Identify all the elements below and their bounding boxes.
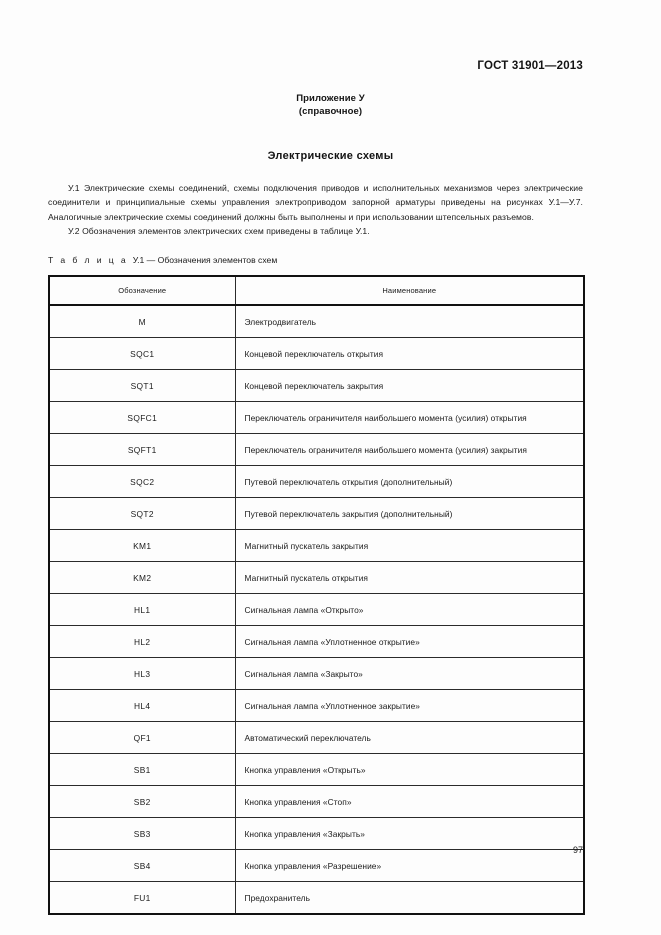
running-head-standard-number: ГОСТ 31901—2013 (477, 60, 583, 72)
table-row (49, 305, 584, 338)
table-row (49, 338, 584, 370)
table-row (49, 850, 584, 882)
cell-code: HL1 (49, 594, 235, 626)
body-text-block (48, 181, 583, 238)
cell-name: Кнопка управления «Стоп» (235, 786, 584, 818)
cell-code: SQT2 (49, 498, 235, 530)
paragraph-u1: У.1 Электрические схемы соединений, схемы подключения приводов и исполнительных механизмов через электрические соединители и принципиальные схемы управления электроприводом запорной арматуры приведены на рисунках У.1—У.7. Аналогичные электрические схемы соединений должны быть выполнены и при использовании штепсельных разъемов. (48, 183, 583, 222)
table-row (49, 402, 584, 434)
cell-name: Предохранитель (235, 882, 584, 915)
cell-code: SQC2 (49, 466, 235, 498)
cell-code: HL3 (49, 658, 235, 690)
table-row (49, 882, 584, 915)
designations-table (48, 275, 585, 915)
cell-code: KM2 (49, 562, 235, 594)
cell-code: QF1 (49, 722, 235, 754)
column-header-name: Наименование (235, 276, 584, 305)
cell-code: M (49, 305, 235, 338)
cell-name: Сигнальная лампа «Открыто» (235, 594, 584, 626)
cell-code: SQC1 (49, 338, 235, 370)
paragraph-u2: У.2 Обозначения элементов электрических схем приведены в таблице У.1. (68, 225, 370, 236)
table-row (49, 370, 584, 402)
table-row (49, 754, 584, 786)
cell-code: SB3 (49, 818, 235, 850)
cell-name: Кнопка управления «Закрыть» (235, 818, 584, 850)
cell-name: Кнопка управления «Открыть» (235, 754, 584, 786)
table-row (49, 722, 584, 754)
cell-code: SQFC1 (49, 402, 235, 434)
cell-name: Кнопка управления «Разрешение» (235, 850, 584, 882)
cell-name: Магнитный пускатель открытия (235, 562, 584, 594)
cell-code: SQT1 (49, 370, 235, 402)
table-header-row (49, 276, 584, 305)
annex-heading (0, 92, 661, 118)
cell-code: HL4 (49, 690, 235, 722)
table-row (49, 658, 584, 690)
cell-name: Электродвигатель (235, 305, 584, 338)
cell-name: Концевой переключатель открытия (235, 338, 584, 370)
table-row (49, 818, 584, 850)
page-title: Электрические схемы (267, 150, 394, 162)
cell-code: FU1 (49, 882, 235, 915)
table-row (49, 498, 584, 530)
cell-name: Сигнальная лампа «Уплотненное открытие» (235, 626, 584, 658)
cell-name: Путевой переключатель закрытия (дополнительный) (235, 498, 584, 530)
annex-title: Приложение У (296, 93, 365, 104)
table-row (49, 530, 584, 562)
designations-table-container (48, 275, 583, 915)
cell-code: SB2 (49, 786, 235, 818)
cell-name: Автоматический переключатель (235, 722, 584, 754)
cell-name: Сигнальная лампа «Уплотненное закрытие» (235, 690, 584, 722)
cell-name: Путевой переключатель открытия (дополнительный) (235, 466, 584, 498)
table-row (49, 786, 584, 818)
table-caption (48, 255, 277, 265)
cell-name: Переключатель ограничителя наибольшего момента (усилия) закрытия (235, 434, 584, 466)
cell-name: Сигнальная лампа «Закрыто» (235, 658, 584, 690)
table-row (49, 562, 584, 594)
cell-name: Концевой переключатель закрытия (235, 370, 584, 402)
table-row (49, 626, 584, 658)
table-row (49, 466, 584, 498)
cell-code: SQFT1 (49, 434, 235, 466)
cell-code: SB4 (49, 850, 235, 882)
table-body (49, 305, 584, 914)
column-header-code: Обозначение (49, 276, 235, 305)
annex-subtitle: (справочное) (298, 106, 363, 117)
cell-name: Переключатель ограничителя наибольшего момента (усилия) открытия (235, 402, 584, 434)
cell-name: Магнитный пускатель закрытия (235, 530, 584, 562)
cell-code: KM1 (49, 530, 235, 562)
cell-code: HL2 (49, 626, 235, 658)
table-caption-label: Т а б л и ц а (48, 255, 128, 265)
table-row (49, 434, 584, 466)
page-number: 97 (572, 845, 583, 855)
table-caption-text: У.1 — Обозначения элементов схем (132, 255, 278, 265)
table-row (49, 594, 584, 626)
table-row (49, 690, 584, 722)
cell-code: SB1 (49, 754, 235, 786)
